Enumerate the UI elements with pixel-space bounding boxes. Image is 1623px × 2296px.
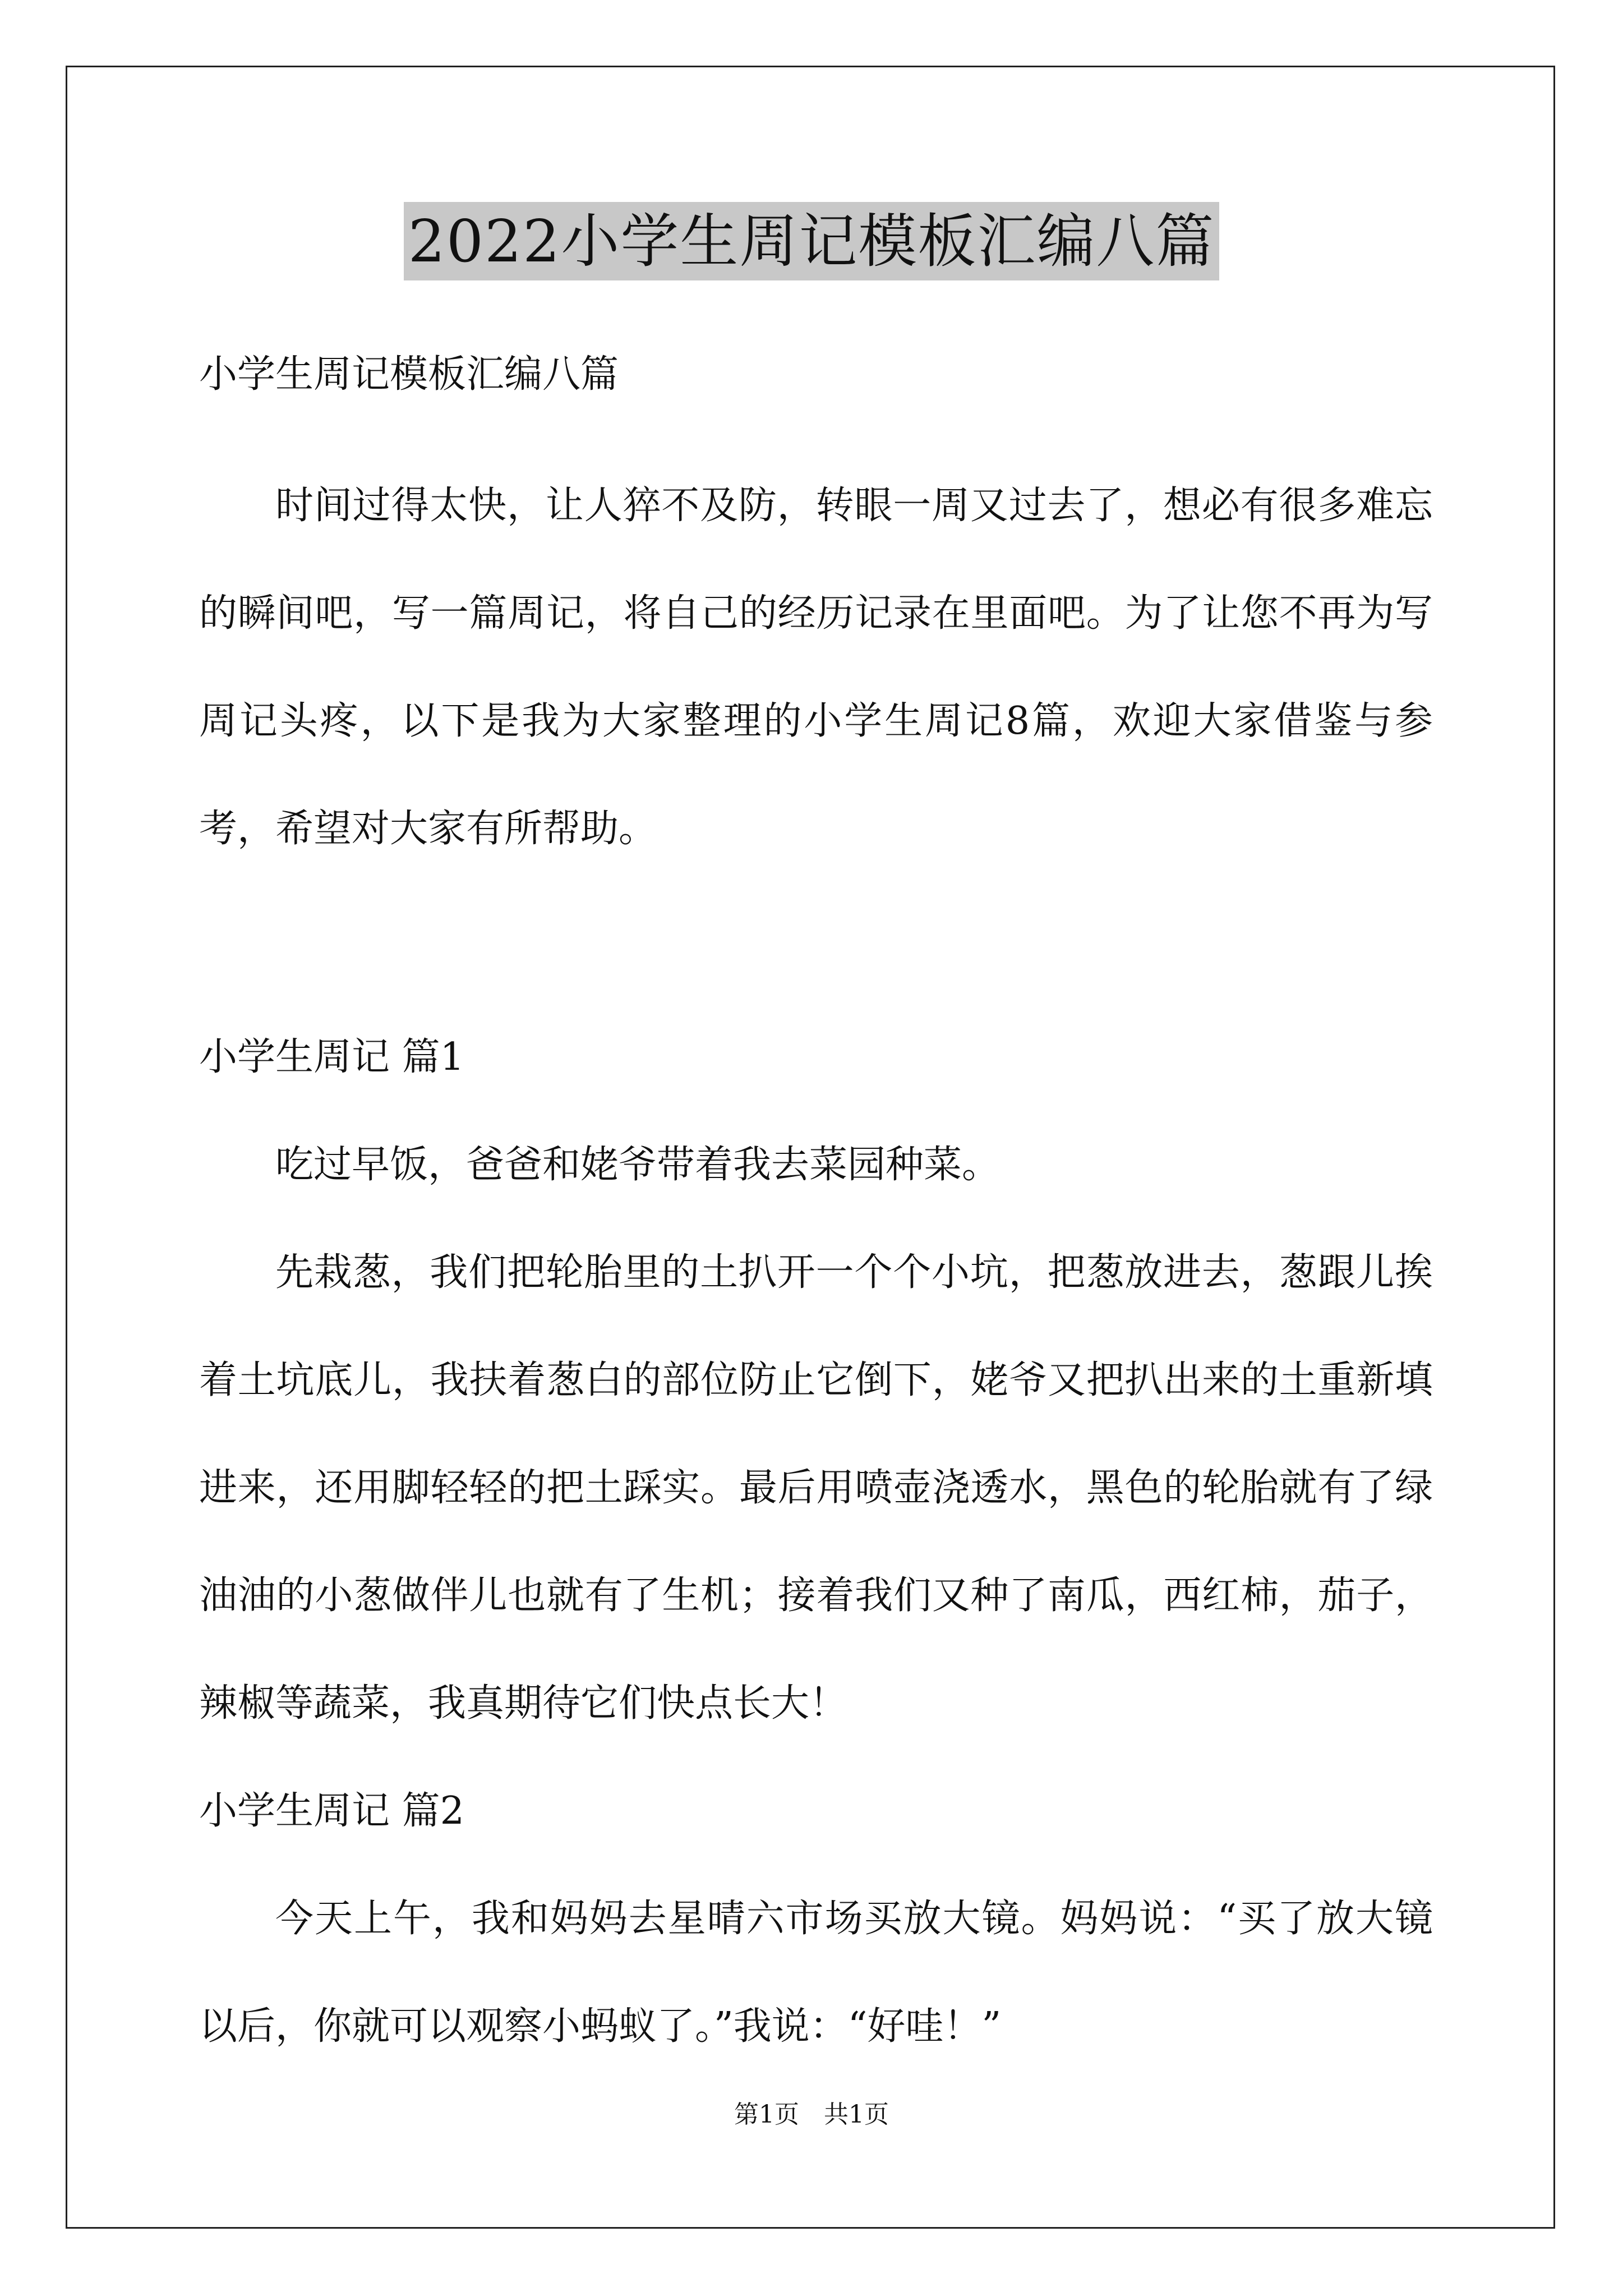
section-spacer: [199, 883, 1433, 1004]
intro-paragraph: 时间过得太快，让人猝不及防，转眼一周又过去了，想必有很多难忘的瞬间吧，写一篇周记，将自己的经历记录在里面吧。为了让您不再为写周记头疼，以下是我为大家整理的小学生周记8篇，欢迎大家借鉴与参考，希望对大家有所帮助。: [199, 484, 1433, 851]
document-subtitle: 小学生周记模板汇编八篇: [199, 352, 619, 397]
section-2-paragraph-1: 今天上午，我和妈妈去星晴六市场买放大镜。妈妈说：“买了放大镜以后，你就可以观察小蚂蚁了。”我说：“好哇！”: [199, 1897, 1433, 2049]
title-container: [0, 202, 1623, 280]
document-body: [199, 348, 1433, 2081]
document-title: 2022小学生周记模板汇编八篇: [404, 202, 1220, 280]
section-heading-2: 小学生周记 篇2: [199, 1789, 464, 1833]
section-1-paragraph-1: 吃过早饭，爸爸和姥爷带着我去菜园种菜。: [275, 1143, 1000, 1187]
section-heading-1: 小学生周记 篇1: [199, 1035, 464, 1079]
page-footer: [0, 2098, 1623, 2132]
section-1-paragraph-2: 先栽葱，我们把轮胎里的土扒开一个个小坑，把葱放进去，葱跟儿挨着土坑底儿，我扶着葱白的部位防止它倒下，姥爷又把扒出来的土重新填进来，还用脚轻轻的把土踩实。最后用喷壶浇透水，黑色的轮胎就有了绿油油的小葱做伴儿也就有了生机；接着我们又种了南瓜，西红柿，茄子，辣椒等蔬菜，我真期待它们快点长大！: [199, 1250, 1433, 1726]
page-number-label: 第1页 共1页: [734, 2100, 889, 2129]
